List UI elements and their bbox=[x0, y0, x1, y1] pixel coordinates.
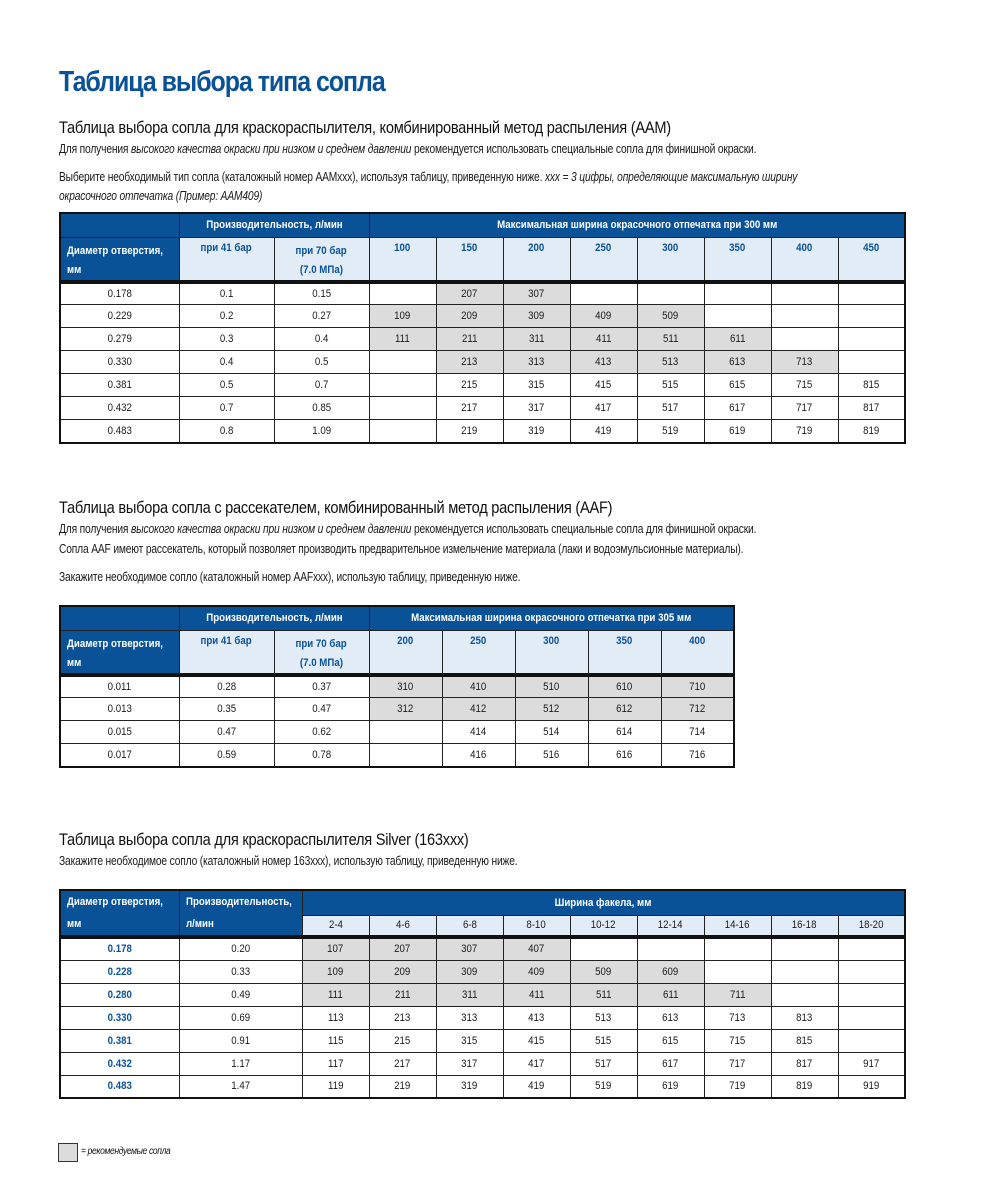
nozzle-cell bbox=[369, 397, 436, 420]
recommended-nozzle-cell: 211 bbox=[436, 328, 503, 351]
table-row bbox=[60, 983, 905, 1006]
section-silver-title: Таблица выбора сопла для краскораспылителя Silver (163xxx) bbox=[59, 830, 469, 849]
recommended-nozzle-cell: 209 bbox=[436, 305, 503, 328]
flow-70-cell: 0.47 bbox=[274, 698, 369, 721]
nozzle-cell bbox=[771, 328, 838, 351]
text: рекомендуется использовать специальные сопла для финишной окраски. bbox=[411, 522, 757, 536]
table-row bbox=[60, 698, 734, 721]
header-flow: Производительность, л/мин bbox=[179, 606, 369, 630]
nozzle-cell bbox=[771, 305, 838, 328]
flow-41-cell: 0.4 bbox=[179, 351, 274, 374]
nozzle-cell: 514 bbox=[515, 721, 588, 744]
nozzle-cell: 413 bbox=[503, 1006, 570, 1029]
nozzle-cell bbox=[838, 960, 905, 983]
text: Для получения bbox=[59, 142, 131, 156]
diameter-cell: 0.015 bbox=[60, 721, 179, 744]
header-width-column: 300 bbox=[637, 237, 704, 282]
section-silver-paragraph-1: Закажите необходимое сопло (каталожный номер 163xxx), использую таблицу, приведенную ниже. bbox=[59, 854, 518, 868]
section-aaf-paragraph-1 bbox=[59, 519, 756, 540]
nozzle-cell: 317 bbox=[436, 1052, 503, 1075]
nozzle-cell bbox=[637, 282, 704, 305]
nozzle-cell bbox=[771, 282, 838, 305]
nozzle-cell bbox=[369, 721, 442, 744]
recommended-nozzle-cell: 509 bbox=[570, 960, 637, 983]
nozzle-cell: 617 bbox=[704, 397, 771, 420]
nozzle-cell: 617 bbox=[637, 1052, 704, 1075]
nozzle-cell bbox=[838, 937, 905, 960]
recommended-nozzle-cell: 712 bbox=[661, 698, 734, 721]
table-row bbox=[60, 937, 905, 960]
flow-cell: 0.91 bbox=[179, 1029, 302, 1052]
recommended-nozzle-cell: 611 bbox=[704, 328, 771, 351]
header-blank bbox=[60, 606, 179, 630]
nozzle-cell: 219 bbox=[436, 420, 503, 443]
recommended-nozzle-cell: 511 bbox=[637, 328, 704, 351]
nozzle-cell: 919 bbox=[838, 1075, 905, 1098]
nozzle-cell: 815 bbox=[838, 374, 905, 397]
flow-70-cell: 0.78 bbox=[274, 744, 369, 767]
nozzle-cell: 717 bbox=[771, 397, 838, 420]
flow-cell: 0.33 bbox=[179, 960, 302, 983]
flow-41-cell: 0.59 bbox=[179, 744, 274, 767]
section-aam-title: Таблица выбора сопла для краскораспылителя, комбинированный метод распыления (AAM) bbox=[59, 118, 671, 137]
legend-text: = рекомендуемые сопла bbox=[81, 1146, 171, 1157]
nozzle-cell bbox=[771, 983, 838, 1006]
header-spray-width: Ширина факела, мм bbox=[302, 890, 905, 915]
table-row bbox=[60, 374, 905, 397]
recommended-nozzle-cell: 309 bbox=[503, 305, 570, 328]
nozzle-cell: 717 bbox=[704, 1052, 771, 1075]
header-width-column: 400 bbox=[771, 237, 838, 282]
diameter-cell: 0.178 bbox=[60, 282, 179, 305]
recommended-nozzle-cell: 613 bbox=[704, 351, 771, 374]
nozzle-cell: 415 bbox=[503, 1029, 570, 1052]
emphasis-text: окрасочного отпечатка (Пример: AAM409) bbox=[59, 189, 263, 203]
recommended-nozzle-cell: 207 bbox=[436, 282, 503, 305]
nozzle-cell: 319 bbox=[503, 420, 570, 443]
nozzle-cell: 417 bbox=[503, 1052, 570, 1075]
recommended-nozzle-cell: 611 bbox=[637, 983, 704, 1006]
nozzle-cell: 614 bbox=[588, 721, 661, 744]
nozzle-cell: 217 bbox=[369, 1052, 436, 1075]
flow-41-cell: 0.8 bbox=[179, 420, 274, 443]
nozzle-cell bbox=[704, 282, 771, 305]
nozzle-cell bbox=[838, 328, 905, 351]
nozzle-cell: 417 bbox=[570, 397, 637, 420]
table-row bbox=[60, 282, 905, 305]
header-width-column: 100 bbox=[369, 237, 436, 282]
recommended-nozzle-cell: 311 bbox=[503, 328, 570, 351]
nozzle-cell bbox=[838, 305, 905, 328]
table-row bbox=[60, 1006, 905, 1029]
recommended-nozzle-cell: 109 bbox=[369, 305, 436, 328]
table-row bbox=[60, 351, 905, 374]
text: рекомендуется использовать специальные сопла для финишной окраски. bbox=[411, 142, 757, 156]
recommended-nozzle-cell: 311 bbox=[436, 983, 503, 1006]
nozzle-cell: 215 bbox=[436, 374, 503, 397]
flow-41-cell: 0.7 bbox=[179, 397, 274, 420]
recommended-nozzle-cell: 413 bbox=[570, 351, 637, 374]
diameter-cell: 0.381 bbox=[60, 1029, 179, 1052]
nozzle-cell: 215 bbox=[369, 1029, 436, 1052]
table-row bbox=[60, 1052, 905, 1075]
nozzle-cell: 319 bbox=[436, 1075, 503, 1098]
nozzle-cell: 519 bbox=[637, 420, 704, 443]
nozzle-cell: 715 bbox=[704, 1029, 771, 1052]
nozzle-cell: 519 bbox=[570, 1075, 637, 1098]
flow-70-cell: 0.27 bbox=[274, 305, 369, 328]
header-width-column: 2-4 bbox=[302, 915, 369, 937]
header-width-column: 350 bbox=[588, 630, 661, 675]
emphasis-text: высокого качества окраски при низком и среднем давлении bbox=[130, 522, 412, 536]
nozzle-cell: 117 bbox=[302, 1052, 369, 1075]
nozzle-cell: 416 bbox=[442, 744, 515, 767]
section-aaf-paragraph-3: Закажите необходимое сопло (каталожный номер AAFxxx), использую таблицу, приведенную ниже. bbox=[59, 570, 521, 584]
flow-cell: 0.49 bbox=[179, 983, 302, 1006]
page-title: Таблица выбора типа сопла bbox=[59, 66, 385, 98]
nozzle-cell bbox=[838, 983, 905, 1006]
flow-cell: 1.47 bbox=[179, 1075, 302, 1098]
flow-70-cell: 0.37 bbox=[274, 675, 369, 698]
diameter-cell: 0.432 bbox=[60, 397, 179, 420]
recommended-nozzle-cell: 710 bbox=[661, 675, 734, 698]
nozzle-cell: 217 bbox=[436, 397, 503, 420]
recommended-nozzle-cell: 309 bbox=[436, 960, 503, 983]
recommended-nozzle-cell: 411 bbox=[570, 328, 637, 351]
flow-70-cell: 0.7 bbox=[274, 374, 369, 397]
diameter-cell: 0.228 bbox=[60, 960, 179, 983]
table-row bbox=[60, 328, 905, 351]
header-pressure-70: при 70 бар (7.0 МПа) bbox=[274, 237, 369, 282]
nozzle-cell: 419 bbox=[570, 420, 637, 443]
recommended-nozzle-cell: 409 bbox=[570, 305, 637, 328]
table-row bbox=[60, 960, 905, 983]
emphasis-text: xxx = 3 цифры, определяющие максимальную ширину bbox=[544, 170, 798, 184]
nozzle-cell: 219 bbox=[369, 1075, 436, 1098]
diameter-cell: 0.279 bbox=[60, 328, 179, 351]
recommended-nozzle-cell: 313 bbox=[503, 351, 570, 374]
recommended-nozzle-cell: 412 bbox=[442, 698, 515, 721]
recommended-nozzle-cell: 409 bbox=[503, 960, 570, 983]
flow-41-cell: 0.1 bbox=[179, 282, 274, 305]
header-width-column: 400 bbox=[661, 630, 734, 675]
nozzle-cell bbox=[838, 1006, 905, 1029]
diameter-cell: 0.011 bbox=[60, 675, 179, 698]
flow-cell: 0.20 bbox=[179, 937, 302, 960]
flow-41-cell: 0.28 bbox=[179, 675, 274, 698]
header-pressure-41: при 41 бар bbox=[179, 630, 274, 675]
diameter-cell: 0.280 bbox=[60, 983, 179, 1006]
nozzle-cell: 313 bbox=[436, 1006, 503, 1029]
aam-nozzle-table bbox=[59, 212, 906, 444]
emphasis-text: высокого качества окраски при низком и среднем давлении bbox=[130, 142, 412, 156]
recommended-nozzle-cell: 609 bbox=[637, 960, 704, 983]
recommended-nozzle-cell: 109 bbox=[302, 960, 369, 983]
diameter-cell: 0.330 bbox=[60, 1006, 179, 1029]
header-width-column: 4-6 bbox=[369, 915, 436, 937]
nozzle-cell: 213 bbox=[369, 1006, 436, 1029]
nozzle-cell: 615 bbox=[637, 1029, 704, 1052]
flow-cell: 1.17 bbox=[179, 1052, 302, 1075]
flow-41-cell: 0.35 bbox=[179, 698, 274, 721]
flow-70-cell: 0.15 bbox=[274, 282, 369, 305]
flow-41-cell: 0.47 bbox=[179, 721, 274, 744]
recommended-nozzle-cell: 511 bbox=[570, 983, 637, 1006]
header-width-column: 450 bbox=[838, 237, 905, 282]
header-pressure-70: при 70 бар (7.0 МПа) bbox=[274, 630, 369, 675]
header-flow: Производительность, л/мин bbox=[179, 213, 369, 237]
header-max-width: Максимальная ширина окрасочного отпечатка при 300 мм bbox=[369, 213, 905, 237]
nozzle-cell: 517 bbox=[570, 1052, 637, 1075]
header-width-column: 18-20 bbox=[838, 915, 905, 937]
nozzle-cell: 815 bbox=[771, 1029, 838, 1052]
recommended-nozzle-cell: 512 bbox=[515, 698, 588, 721]
section-aaf-title: Таблица выбора сопла с рассекателем, комбинированный метод распыления (AAF) bbox=[59, 498, 613, 517]
header-pressure-41: при 41 бар bbox=[179, 237, 274, 282]
nozzle-cell bbox=[369, 282, 436, 305]
aaf-nozzle-table bbox=[59, 605, 735, 768]
diameter-cell: 0.381 bbox=[60, 374, 179, 397]
recommended-nozzle-cell: 711 bbox=[704, 983, 771, 1006]
recommended-nozzle-cell: 410 bbox=[442, 675, 515, 698]
recommended-nozzle-cell: 213 bbox=[436, 351, 503, 374]
recommended-nozzle-cell: 411 bbox=[503, 983, 570, 1006]
recommended-nozzle-cell: 407 bbox=[503, 937, 570, 960]
nozzle-cell: 119 bbox=[302, 1075, 369, 1098]
nozzle-cell: 616 bbox=[588, 744, 661, 767]
nozzle-cell: 715 bbox=[771, 374, 838, 397]
nozzle-cell: 515 bbox=[637, 374, 704, 397]
recommended-nozzle-cell: 510 bbox=[515, 675, 588, 698]
flow-70-cell: 0.5 bbox=[274, 351, 369, 374]
nozzle-cell: 813 bbox=[771, 1006, 838, 1029]
nozzle-cell: 414 bbox=[442, 721, 515, 744]
header-width-column: 200 bbox=[369, 630, 442, 675]
nozzle-cell: 619 bbox=[704, 420, 771, 443]
header-width-column: 16-18 bbox=[771, 915, 838, 937]
recommended-nozzle-cell: 111 bbox=[369, 328, 436, 351]
nozzle-cell: 115 bbox=[302, 1029, 369, 1052]
table-row bbox=[60, 1029, 905, 1052]
nozzle-cell: 819 bbox=[838, 420, 905, 443]
header-width-column: 200 bbox=[503, 237, 570, 282]
recommended-swatch bbox=[58, 1143, 78, 1162]
nozzle-cell: 516 bbox=[515, 744, 588, 767]
header-max-width: Максимальная ширина окрасочного отпечатка при 305 мм bbox=[369, 606, 734, 630]
recommended-nozzle-cell: 211 bbox=[369, 983, 436, 1006]
table-row bbox=[60, 305, 905, 328]
nozzle-cell: 615 bbox=[704, 374, 771, 397]
table-row bbox=[60, 420, 905, 443]
nozzle-cell: 716 bbox=[661, 744, 734, 767]
nozzle-cell bbox=[704, 937, 771, 960]
silver-nozzle-table bbox=[59, 889, 906, 1099]
header-width-column: 8-10 bbox=[503, 915, 570, 937]
header-width-column: 350 bbox=[704, 237, 771, 282]
nozzle-cell bbox=[637, 937, 704, 960]
nozzle-cell: 719 bbox=[704, 1075, 771, 1098]
nozzle-cell: 917 bbox=[838, 1052, 905, 1075]
recommended-nozzle-cell: 107 bbox=[302, 937, 369, 960]
nozzle-cell: 714 bbox=[661, 721, 734, 744]
header-width-column: 300 bbox=[515, 630, 588, 675]
nozzle-cell bbox=[369, 374, 436, 397]
nozzle-cell: 817 bbox=[838, 397, 905, 420]
nozzle-cell: 515 bbox=[570, 1029, 637, 1052]
header-diameter: Диаметр отверстия, мм bbox=[60, 237, 179, 282]
header-width-column: 14-16 bbox=[704, 915, 771, 937]
diameter-cell: 0.432 bbox=[60, 1052, 179, 1075]
nozzle-cell: 819 bbox=[771, 1075, 838, 1098]
recommended-nozzle-cell: 509 bbox=[637, 305, 704, 328]
nozzle-cell: 619 bbox=[637, 1075, 704, 1098]
diameter-cell: 0.330 bbox=[60, 351, 179, 374]
flow-70-cell: 0.85 bbox=[274, 397, 369, 420]
header-width-column: 12-14 bbox=[637, 915, 704, 937]
flow-70-cell: 1.09 bbox=[274, 420, 369, 443]
recommended-nozzle-cell: 713 bbox=[771, 351, 838, 374]
header-width-column: 10-12 bbox=[570, 915, 637, 937]
flow-41-cell: 0.5 bbox=[179, 374, 274, 397]
nozzle-cell bbox=[369, 420, 436, 443]
recommended-nozzle-cell: 513 bbox=[637, 351, 704, 374]
nozzle-cell: 613 bbox=[637, 1006, 704, 1029]
recommended-nozzle-cell: 307 bbox=[436, 937, 503, 960]
flow-70-cell: 0.62 bbox=[274, 721, 369, 744]
nozzle-cell: 317 bbox=[503, 397, 570, 420]
header-width-column: 250 bbox=[442, 630, 515, 675]
nozzle-cell bbox=[838, 1029, 905, 1052]
table-row bbox=[60, 1075, 905, 1098]
nozzle-cell bbox=[704, 960, 771, 983]
header-blank bbox=[60, 213, 179, 237]
recommended-nozzle-cell: 209 bbox=[369, 960, 436, 983]
nozzle-cell bbox=[570, 282, 637, 305]
nozzle-cell bbox=[704, 305, 771, 328]
table-row bbox=[60, 675, 734, 698]
diameter-cell: 0.483 bbox=[60, 1075, 179, 1098]
nozzle-cell: 415 bbox=[570, 374, 637, 397]
header-diameter: Диаметр отверстия, мм bbox=[60, 630, 179, 675]
header-width-column: 250 bbox=[570, 237, 637, 282]
flow-41-cell: 0.3 bbox=[179, 328, 274, 351]
diameter-cell: 0.229 bbox=[60, 305, 179, 328]
flow-41-cell: 0.2 bbox=[179, 305, 274, 328]
diameter-cell: 0.483 bbox=[60, 420, 179, 443]
table-row bbox=[60, 744, 734, 767]
flow-70-cell: 0.4 bbox=[274, 328, 369, 351]
recommended-nozzle-cell: 207 bbox=[369, 937, 436, 960]
section-aam-paragraph-1 bbox=[59, 139, 756, 160]
nozzle-cell: 513 bbox=[570, 1006, 637, 1029]
table-row bbox=[60, 397, 905, 420]
nozzle-cell: 113 bbox=[302, 1006, 369, 1029]
nozzle-cell: 315 bbox=[503, 374, 570, 397]
recommended-nozzle-cell: 111 bbox=[302, 983, 369, 1006]
nozzle-cell: 817 bbox=[771, 1052, 838, 1075]
nozzle-cell: 419 bbox=[503, 1075, 570, 1098]
nozzle-cell: 719 bbox=[771, 420, 838, 443]
text: Выберите необходимый тип сопла (каталожный номер AAMxxx), используя таблицу, приведенную ниже. bbox=[59, 170, 545, 184]
diameter-cell: 0.178 bbox=[60, 937, 179, 960]
recommended-nozzle-cell: 307 bbox=[503, 282, 570, 305]
nozzle-cell bbox=[771, 960, 838, 983]
nozzle-cell bbox=[369, 351, 436, 374]
header-width-column: 150 bbox=[436, 237, 503, 282]
section-aam-paragraph-2 bbox=[59, 167, 797, 188]
nozzle-cell: 315 bbox=[436, 1029, 503, 1052]
header-width-column: 6-8 bbox=[436, 915, 503, 937]
recommended-nozzle-cell: 310 bbox=[369, 675, 442, 698]
nozzle-cell bbox=[369, 744, 442, 767]
section-aaf-paragraph-2: Сопла AAF имеют рассекатель, который позволяет производить предварительное измельчение материала (лаки и водоэмульсионные материалы). bbox=[59, 542, 744, 556]
text: Для получения bbox=[59, 522, 131, 536]
diameter-cell: 0.013 bbox=[60, 698, 179, 721]
section-aam-paragraph-3 bbox=[59, 186, 262, 207]
nozzle-cell bbox=[838, 351, 905, 374]
header-flow: Производительность, л/мин bbox=[179, 890, 302, 937]
recommended-nozzle-cell: 612 bbox=[588, 698, 661, 721]
nozzle-cell: 713 bbox=[704, 1006, 771, 1029]
diameter-cell: 0.017 bbox=[60, 744, 179, 767]
nozzle-cell: 517 bbox=[637, 397, 704, 420]
nozzle-cell bbox=[570, 937, 637, 960]
flow-cell: 0.69 bbox=[179, 1006, 302, 1029]
header-diameter: Диаметр отверстия, мм bbox=[60, 890, 179, 937]
recommended-nozzle-cell: 312 bbox=[369, 698, 442, 721]
nozzle-cell bbox=[838, 282, 905, 305]
table-row bbox=[60, 721, 734, 744]
nozzle-cell bbox=[771, 937, 838, 960]
recommended-nozzle-cell: 610 bbox=[588, 675, 661, 698]
